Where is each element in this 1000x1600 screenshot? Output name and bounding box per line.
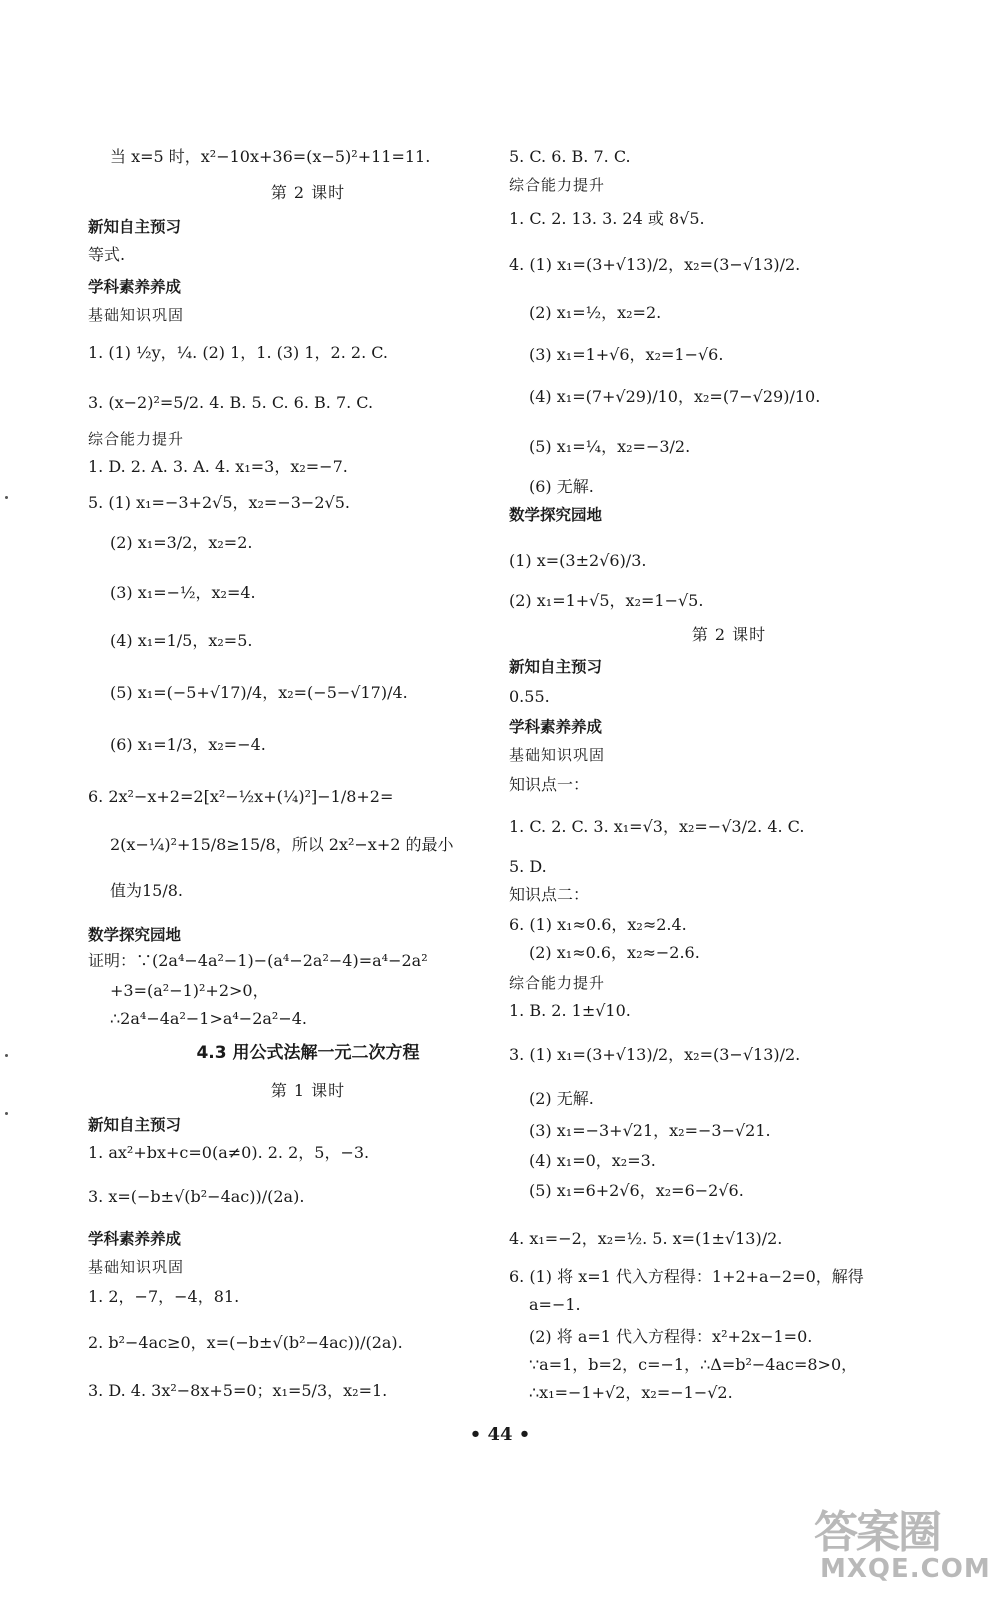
answer-line: 6. (1) 将 x=1 代入方程得：1+2+a−2=0，解得 [509,1267,864,1286]
answer-line: (1) x=(3±2√6)/3. [509,551,647,570]
answer-line: (4) x₁=0，x₂=3. [529,1151,656,1170]
subsection-heading: 基础知识巩固 [88,306,185,324]
section-heading: 学科素养养成 [509,718,603,736]
lesson-title: 4.3 用公式法解一元二次方程 [196,1043,420,1063]
subsection-heading: 基础知识巩固 [509,746,606,764]
answer-line: 知识点二： [509,885,590,904]
answer-line: 1. (1) ½y，¼. (2) 1，1. (3) 1，2. 2. C. [88,343,389,362]
answer-line: 1. 2，−7，−4，81. [88,1287,240,1306]
answer-line: 0.55. [509,687,550,706]
watermark-logo [806,1496,991,1596]
answer-line: 6. (1) x₁≈0.6，x₂≈2.4. [509,915,687,934]
answer-line: (2) x₁=1+√5，x₂=1−√5. [509,591,704,610]
section-heading: 数学探究园地 [88,926,182,944]
answer-line: 5. (1) x₁=−3+2√5，x₂=−3−2√5. [88,493,350,512]
subsection-heading: 综合能力提升 [88,430,185,448]
answer-line: 5. D. [509,857,547,876]
subsection-heading: 基础知识巩固 [88,1258,185,1276]
answer-line: ∴x₁=−1+√2，x₂=−1−√2. [529,1383,733,1402]
subsection-heading: 综合能力提升 [509,974,606,992]
answer-line: 3. (1) x₁=(3+√13)/2，x₂=(3−√13)/2. [509,1045,801,1064]
answer-line: +3=(a²−1)²+2>0， [110,981,269,1000]
page-number: • 44 • [469,1424,531,1445]
answer-line: 1. D. 2. A. 3. A. 4. x₁=3，x₂=−7. [88,457,348,476]
watermark-url: MXQE.COM [820,1554,991,1584]
margin-mark [5,496,8,499]
answer-line: 值为15/8. [110,881,184,900]
answer-line: 1. C. 2. 13. 3. 24 或 8√5. [509,209,705,228]
answer-line: 等式. [88,245,126,264]
answer-line: (2) x₁≈0.6，x₂≈−2.6. [529,943,700,962]
answer-line: 1. ax²+bx+c=0(a≠0). 2. 2，5，−3. [88,1143,370,1162]
answer-line: 3. D. 4. 3x²−8x+5=0；x₁=5/3，x₂=1. [88,1381,388,1400]
section-heading: 新知自主预习 [88,1116,182,1134]
answer-line: (4) x₁=1/5，x₂=5. [110,631,253,650]
answer-line: (2) 将 a=1 代入方程得：x²+2x−1=0. [529,1327,813,1346]
answer-line: 5. C. 6. B. 7. C. [509,147,631,166]
answer-line: (5) x₁=¼，x₂=−3/2. [529,437,691,456]
section-heading: 学科素养养成 [88,278,182,296]
answer-line: (2) x₁=3/2，x₂=2. [110,533,253,552]
answer-line: 4. (1) x₁=(3+√13)/2，x₂=(3−√13)/2. [509,255,801,274]
answer-line: a=−1. [529,1295,581,1314]
answer-line: 4. x₁=−2，x₂=½. 5. x=(1±√13)/2. [509,1229,783,1248]
answer-line: 1. B. 2. 1±√10. [509,1001,631,1020]
answer-line: (5) x₁=(−5+√17)/4，x₂=(−5−√17)/4. [110,683,408,702]
answer-line: ∵a=1，b=2，c=−1，∴Δ=b²−4ac=8>0， [529,1355,858,1374]
answer-line: 2(x−¼)²+15/8≥15/8，所以 2x²−x+2 的最小 [110,835,454,854]
answer-line: (6) x₁=1/3，x₂=−4. [110,735,266,754]
answer-line: (2) 无解. [529,1089,594,1108]
answer-line: (3) x₁=−3+√21，x₂=−3−√21. [529,1121,771,1140]
answer-line: (6) 无解. [529,477,594,496]
watermark-logo-text: 答案圈 [814,1507,940,1558]
answer-line: (3) x₁=−½，x₂=4. [110,583,256,602]
answer-line: (2) x₁=½，x₂=2. [529,303,662,322]
answer-line: 3. x=(−b±√(b²−4ac))/(2a). [88,1187,305,1206]
answer-line: 当 x=5 时，x²−10x+36=(x−5)²+11=11. [110,147,431,166]
lesson-title: 第 2 课时 [691,625,767,644]
lesson-title: 第 1 课时 [270,1081,346,1100]
margin-mark [5,1112,8,1115]
section-heading: 学科素养养成 [88,1230,182,1248]
answer-line: (3) x₁=1+√6，x₂=1−√6. [529,345,724,364]
answer-line: ∴2a⁴−4a²−1>a⁴−2a²−4. [110,1009,308,1028]
margin-mark [5,1054,8,1057]
answer-line: 证明：∵(2a⁴−4a²−1)−(a⁴−2a²−4)=a⁴−2a² [88,951,428,970]
answer-line: (4) x₁=(7+√29)/10，x₂=(7−√29)/10. [529,387,821,406]
section-heading: 数学探究园地 [509,506,603,524]
answer-line: 3. (x−2)²=5/2. 4. B. 5. C. 6. B. 7. C. [88,393,374,412]
section-heading: 新知自主预习 [88,218,182,236]
subsection-heading: 综合能力提升 [509,176,606,194]
answer-line: 1. C. 2. C. 3. x₁=√3，x₂=−√3/2. 4. C. [509,817,805,836]
answer-line: 6. 2x²−x+2=2[x²−½x+(¼)²]−1/8+2= [88,787,394,806]
answer-line: 知识点一： [509,775,590,794]
answer-line: 2. b²−4ac≥0，x=(−b±√(b²−4ac))/(2a). [88,1333,403,1352]
section-heading: 新知自主预习 [509,658,603,676]
answer-line: (5) x₁=6+2√6，x₂=6−2√6. [529,1181,744,1200]
lesson-title: 第 2 课时 [270,183,346,202]
